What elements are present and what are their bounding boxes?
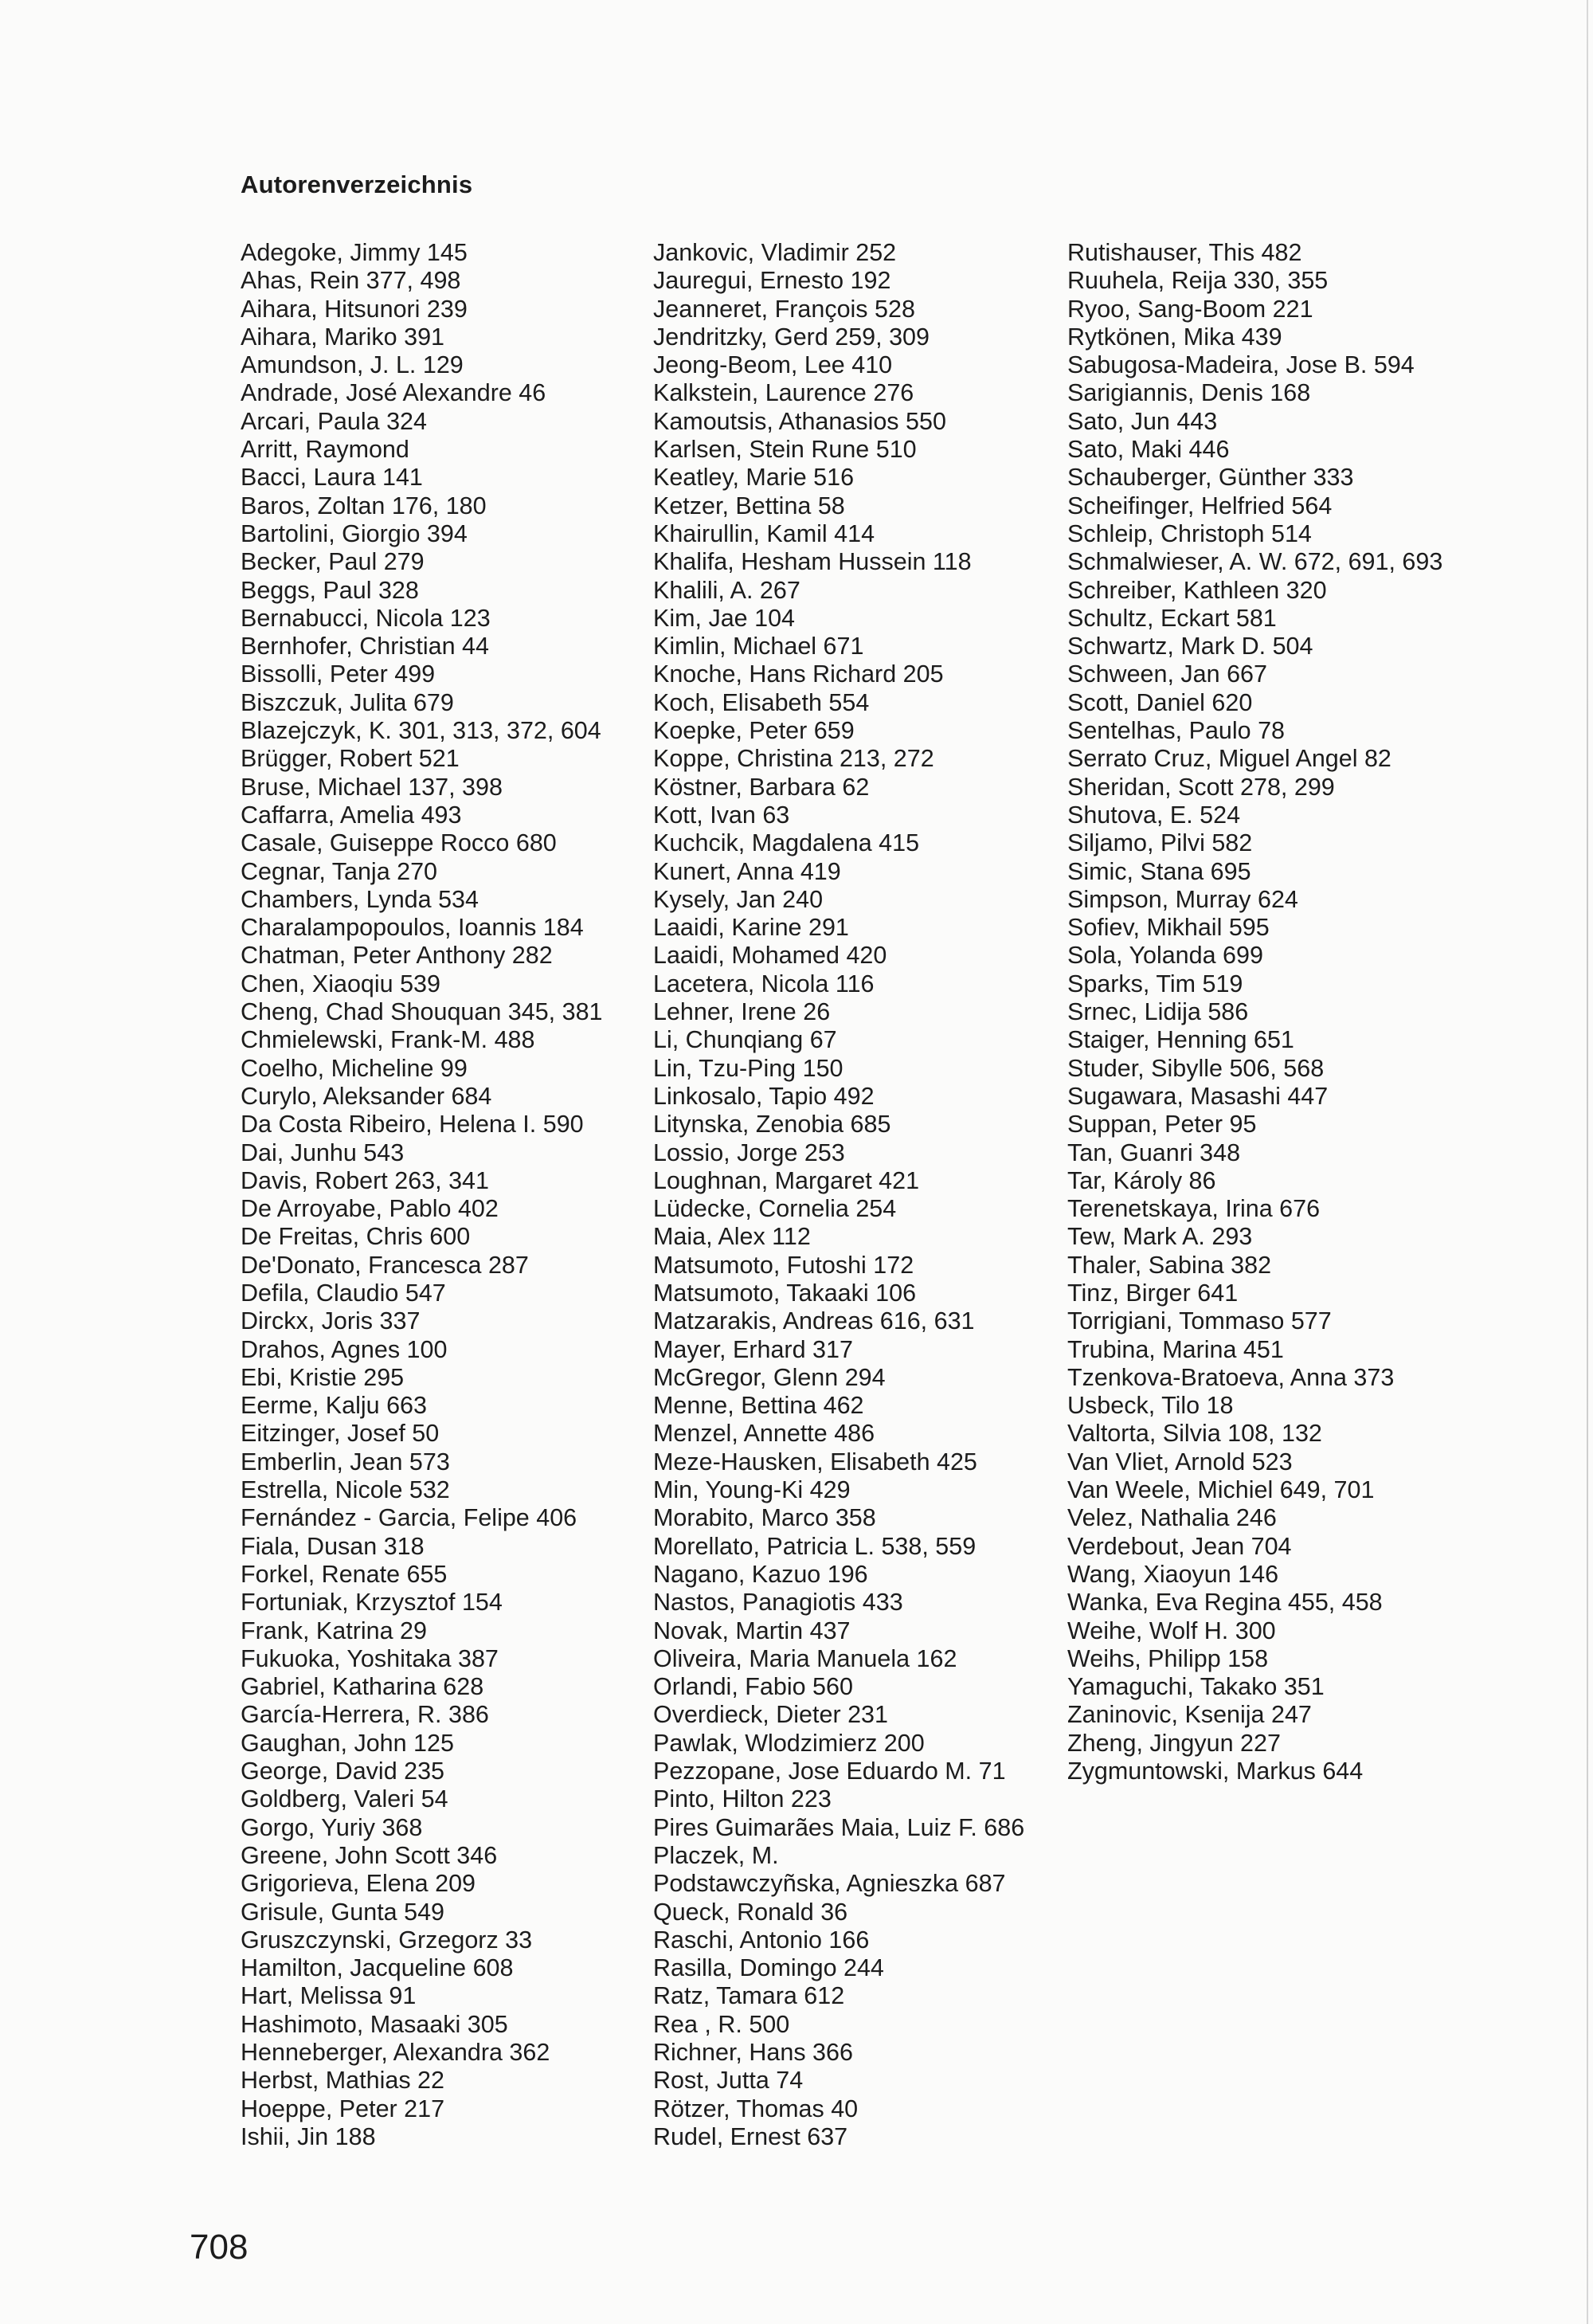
index-entry: Khalili, A. 267 (653, 576, 800, 604)
index-entry: Simic, Stana 695 (1067, 857, 1251, 885)
index-entry: Simpson, Murray 624 (1067, 885, 1298, 913)
index-entry: Blazejczyk, K. 301, 313, 372, 604 (241, 717, 601, 745)
index-entry: Karlsen, Stein Rune 510 (653, 436, 917, 464)
index-entry: Ahas, Rein 377, 498 (241, 267, 461, 295)
index-entry: McGregor, Glenn 294 (653, 1363, 886, 1391)
index-entry: Khalifa, Hesham Hussein 118 (653, 548, 972, 576)
index-entry: Scott, Daniel 620 (1067, 688, 1253, 716)
index-entry: Min, Young-Ki 429 (653, 1476, 851, 1504)
index-entry: Dirckx, Joris 337 (241, 1307, 421, 1335)
index-entry: Chatman, Peter Anthony 282 (241, 942, 553, 970)
index-entry: Kamoutsis, Athanasios 550 (653, 407, 946, 435)
index-entry: Nastos, Panagiotis 433 (653, 1589, 903, 1617)
index-entry: Rea , R. 500 (653, 2010, 790, 2038)
index-entry: Dai, Junhu 543 (241, 1138, 405, 1166)
index-entry: Tew, Mark A. 293 (1067, 1223, 1253, 1251)
index-entry: Gorgo, Yuriy 368 (241, 1813, 423, 1841)
index-entry: De Arroyabe, Pablo 402 (241, 1195, 499, 1223)
index-entry: Bartolini, Giorgio 394 (241, 519, 468, 547)
index-entry: Pinto, Hilton 223 (653, 1785, 832, 1813)
index-entry: Sentelhas, Paulo 78 (1067, 717, 1286, 745)
index-entry: Torrigiani, Tommaso 577 (1067, 1307, 1332, 1335)
index-entry: Mayer, Erhard 317 (653, 1335, 853, 1363)
index-entry: Forkel, Renate 655 (241, 1560, 448, 1588)
index-entry: Sparks, Tim 519 (1067, 970, 1243, 997)
index-entry: Knoche, Hans Richard 205 (653, 660, 944, 688)
index-entry: Adegoke, Jimmy 145 (241, 239, 468, 266)
index-entry: Sarigiannis, Denis 168 (1067, 379, 1311, 407)
index-entry: Baros, Zoltan 176, 180 (241, 492, 487, 519)
author-index-column-2 (653, 239, 1024, 2151)
index-entry: Laaidi, Karine 291 (653, 914, 849, 942)
index-entry: Tan, Guanri 348 (1067, 1138, 1241, 1166)
index-entry: Lüdecke, Cornelia 254 (653, 1195, 897, 1223)
index-entry: Scheifinger, Helfried 564 (1067, 492, 1333, 519)
index-entry: Tar, Károly 86 (1067, 1166, 1216, 1194)
index-entry: Bissolli, Peter 499 (241, 660, 436, 688)
index-entry: Wanka, Eva Regina 455, 458 (1067, 1589, 1383, 1617)
index-entry: Richner, Hans 366 (653, 2039, 853, 2066)
index-entry: Herbst, Mathias 22 (241, 2067, 444, 2095)
index-entry: Matsumoto, Futoshi 172 (653, 1251, 914, 1279)
index-entry: Sugawara, Masashi 447 (1067, 1082, 1329, 1110)
index-entry: Eitzinger, Josef 50 (241, 1420, 440, 1448)
index-entry: Ratz, Tamara 612 (653, 1982, 845, 2010)
index-entry: Grisule, Gunta 549 (241, 1898, 445, 1926)
index-entry: Rudel, Ernest 637 (653, 2122, 848, 2150)
index-entry: De'Donato, Francesca 287 (241, 1251, 529, 1279)
index-entry: Rasilla, Domingo 244 (653, 1954, 884, 1982)
index-entry: Jeong-Beom, Lee 410 (653, 351, 893, 379)
index-entry: Matsumoto, Takaaki 106 (653, 1279, 917, 1307)
index-entry: Kim, Jae 104 (653, 604, 796, 632)
index-entry: Usbeck, Tilo 18 (1067, 1392, 1234, 1420)
index-entry: Van Weele, Michiel 649, 701 (1067, 1476, 1375, 1504)
index-entry: Gaughan, John 125 (241, 1729, 454, 1757)
index-entry: Kysely, Jan 240 (653, 885, 824, 913)
index-entry: Davis, Robert 263, 341 (241, 1166, 489, 1194)
index-entry: Chambers, Lynda 534 (241, 885, 479, 913)
index-entry: Arritt, Raymond (241, 436, 409, 464)
index-entry: Brügger, Robert 521 (241, 745, 460, 773)
index-entry: Beggs, Paul 328 (241, 576, 419, 604)
index-entry: Zygmuntowski, Markus 644 (1067, 1758, 1364, 1785)
index-entry: Schauberger, Günther 333 (1067, 464, 1354, 492)
index-entry: Chmielewski, Frank-M. 488 (241, 1026, 535, 1054)
index-entry: Maia, Alex 112 (653, 1223, 811, 1251)
index-entry: Loughnan, Margaret 421 (653, 1166, 920, 1194)
index-entry: Sato, Maki 446 (1067, 436, 1230, 464)
author-index-column-1 (241, 239, 603, 2151)
index-entry: Matzarakis, Andreas 616, 631 (653, 1307, 975, 1335)
index-entry: Fernández - Garcia, Felipe 406 (241, 1504, 577, 1532)
index-entry: Van Vliet, Arnold 523 (1067, 1448, 1293, 1476)
index-entry: Sabugosa-Madeira, Jose B. 594 (1067, 351, 1415, 379)
index-entry: Jendritzky, Gerd 259, 309 (653, 323, 930, 351)
index-entry: Biszczuk, Julita 679 (241, 688, 454, 716)
index-entry: Caffarra, Amelia 493 (241, 801, 462, 829)
index-entry: Chen, Xiaoqiu 539 (241, 970, 440, 997)
index-entry: Rost, Jutta 74 (653, 2067, 804, 2095)
index-entry: Köstner, Barbara 62 (653, 773, 870, 801)
index-entry: Eerme, Kalju 663 (241, 1392, 427, 1420)
index-entry: Henneberger, Alexandra 362 (241, 2039, 550, 2066)
index-entry: Srnec, Lidija 586 (1067, 998, 1249, 1026)
index-entry: Jankovic, Vladimir 252 (653, 239, 897, 266)
index-entry: Podstawczyñska, Agnieszka 687 (653, 1870, 1006, 1898)
index-entry: Aihara, Hitsunori 239 (241, 295, 468, 323)
index-entry: Hoeppe, Peter 217 (241, 2095, 445, 2122)
index-entry: Cheng, Chad Shouquan 345, 381 (241, 998, 603, 1026)
index-entry: Kuchcik, Magdalena 415 (653, 829, 920, 857)
index-entry: Suppan, Peter 95 (1067, 1111, 1257, 1138)
index-entry: Schmalwieser, A. W. 672, 691, 693 (1067, 548, 1443, 576)
index-entry: Verdebout, Jean 704 (1067, 1532, 1292, 1560)
index-entry: Fiala, Dusan 318 (241, 1532, 425, 1560)
index-entry: Tinz, Birger 641 (1067, 1279, 1239, 1307)
index-entry: Zaninovic, Ksenija 247 (1067, 1701, 1312, 1729)
index-entry: Weihs, Philipp 158 (1067, 1644, 1269, 1672)
index-entry: Siljamo, Pilvi 582 (1067, 829, 1253, 857)
index-entry: Terenetskaya, Irina 676 (1067, 1195, 1321, 1223)
index-entry: Koepke, Peter 659 (653, 717, 855, 745)
index-entry: Lossio, Jorge 253 (653, 1138, 845, 1166)
index-entry: Greene, John Scott 346 (241, 1841, 498, 1869)
index-entry: Pires Guimarães Maia, Luiz F. 686 (653, 1813, 1025, 1841)
index-entry: Staiger, Henning 651 (1067, 1026, 1294, 1054)
index-entry: Rötzer, Thomas 40 (653, 2095, 859, 2122)
index-entry: Sola, Yolanda 699 (1067, 942, 1263, 970)
index-entry: García-Herrera, R. 386 (241, 1701, 489, 1729)
index-entry: Coelho, Micheline 99 (241, 1054, 468, 1082)
index-entry: Jauregui, Ernesto 192 (653, 267, 891, 295)
index-entry: Schwartz, Mark D. 504 (1067, 633, 1313, 660)
index-entry: Lin, Tzu-Ping 150 (653, 1054, 843, 1082)
index-entry: Gruszczynski, Grzegorz 33 (241, 1926, 533, 1954)
index-entry: Kimlin, Michael 671 (653, 633, 864, 660)
index-entry: Hamilton, Jacqueline 608 (241, 1954, 514, 1982)
index-entry: Morabito, Marco 358 (653, 1504, 876, 1532)
index-entry: Overdieck, Dieter 231 (653, 1701, 888, 1729)
index-entry: Gabriel, Katharina 628 (241, 1673, 484, 1701)
index-entry: Frank, Katrina 29 (241, 1617, 427, 1644)
index-entry: Placzek, M. (653, 1841, 779, 1869)
index-entry: Lehner, Irene 26 (653, 998, 831, 1026)
index-entry: Tzenkova-Bratoeva, Anna 373 (1067, 1363, 1395, 1391)
index-entry: Ruuhela, Reija 330, 355 (1067, 267, 1329, 295)
index-entry: Ketzer, Bettina 58 (653, 492, 845, 519)
index-entry: Becker, Paul 279 (241, 548, 425, 576)
index-entry: Thaler, Sabina 382 (1067, 1251, 1272, 1279)
index-entry: Fukuoka, Yoshitaka 387 (241, 1644, 499, 1672)
index-entry: Kunert, Anna 419 (653, 857, 841, 885)
index-entry: Ebi, Kristie 295 (241, 1363, 405, 1391)
index-entry: Studer, Sibylle 506, 568 (1067, 1054, 1325, 1082)
index-entry: Rutishauser, This 482 (1067, 239, 1302, 266)
index-entry: Pawlak, Wlodzimierz 200 (653, 1729, 925, 1757)
index-entry: Fortuniak, Krzysztof 154 (241, 1589, 503, 1617)
page-number: 708 (190, 2228, 249, 2267)
index-entry: Bernhofer, Christian 44 (241, 633, 489, 660)
index-entry: Oliveira, Maria Manuela 162 (653, 1644, 957, 1672)
index-entry: Lacetera, Nicola 116 (653, 970, 875, 997)
index-entry: Shutova, E. 524 (1067, 801, 1241, 829)
scan-edge-shadow (1587, 0, 1588, 2324)
index-entry: Keatley, Marie 516 (653, 464, 855, 492)
index-entry: Bacci, Laura 141 (241, 464, 423, 492)
index-entry: Sofiev, Mikhail 595 (1067, 914, 1270, 942)
index-entry: Morellato, Patricia L. 538, 559 (653, 1532, 977, 1560)
author-index-column-3 (1067, 239, 1442, 1785)
index-entry: Meze-Hausken, Elisabeth 425 (653, 1448, 977, 1476)
index-entry: Yamaguchi, Takako 351 (1067, 1673, 1325, 1701)
index-entry: Jeanneret, François 528 (653, 295, 915, 323)
index-entry: Rytkönen, Mika 439 (1067, 323, 1282, 351)
index-entry: Da Costa Ribeiro, Helena I. 590 (241, 1111, 584, 1138)
index-entry: Hart, Melissa 91 (241, 1982, 417, 2010)
index-entry: Schultz, Eckart 581 (1067, 604, 1277, 632)
index-entry: Bernabucci, Nicola 123 (241, 604, 491, 632)
index-entry: Khairullin, Kamil 414 (653, 519, 875, 547)
index-entry: Weihe, Wolf H. 300 (1067, 1617, 1276, 1644)
index-entry: Hashimoto, Masaaki 305 (241, 2010, 508, 2038)
index-entry: Zheng, Jingyun 227 (1067, 1729, 1281, 1757)
index-entry: Koch, Elisabeth 554 (653, 688, 870, 716)
index-entry: Litynska, Zenobia 685 (653, 1111, 891, 1138)
index-entry: Bruse, Michael 137, 398 (241, 773, 503, 801)
index-entry: Cegnar, Tanja 270 (241, 857, 438, 885)
index-entry: Menzel, Annette 486 (653, 1420, 875, 1448)
index-entry: Queck, Ronald 36 (653, 1898, 848, 1926)
index-entry: Li, Chunqiang 67 (653, 1026, 837, 1054)
index-entry: Menne, Bettina 462 (653, 1392, 864, 1420)
index-entry: Valtorta, Silvia 108, 132 (1067, 1420, 1322, 1448)
index-entry: Charalampopoulos, Ioannis 184 (241, 914, 584, 942)
index-entry: Schreiber, Kathleen 320 (1067, 576, 1327, 604)
index-entry: Goldberg, Valeri 54 (241, 1785, 448, 1813)
index-entry: Aihara, Mariko 391 (241, 323, 444, 351)
index-entry: Laaidi, Mohamed 420 (653, 942, 887, 970)
index-entry: Ishii, Jin 188 (241, 2122, 376, 2150)
index-entry: Defila, Claudio 547 (241, 1279, 446, 1307)
index-entry: Sato, Jun 443 (1067, 407, 1218, 435)
index-entry: Trubina, Marina 451 (1067, 1335, 1284, 1363)
index-entry: Andrade, José Alexandre 46 (241, 379, 546, 407)
index-entry: Wang, Xiaoyun 146 (1067, 1560, 1279, 1588)
index-entry: Arcari, Paula 324 (241, 407, 427, 435)
index-entry: Serrato Cruz, Miguel Angel 82 (1067, 745, 1391, 773)
index-entry: Orlandi, Fabio 560 (653, 1673, 853, 1701)
index-entry: Curylo, Aleksander 684 (241, 1082, 492, 1110)
index-entry: Amundson, J. L. 129 (241, 351, 464, 379)
index-entry: Grigorieva, Elena 209 (241, 1870, 476, 1898)
index-entry: Kalkstein, Laurence 276 (653, 379, 914, 407)
index-entry: De Freitas, Chris 600 (241, 1223, 471, 1251)
index-entry: Sheridan, Scott 278, 299 (1067, 773, 1335, 801)
index-entry: Koppe, Christina 213, 272 (653, 745, 934, 773)
index-entry: Nagano, Kazuo 196 (653, 1560, 868, 1588)
index-entry: Pezzopane, Jose Eduardo M. 71 (653, 1758, 1006, 1785)
page-title: Autorenverzeichnis (241, 170, 473, 198)
index-entry: Schleip, Christoph 514 (1067, 519, 1312, 547)
index-entry: Drahos, Agnes 100 (241, 1335, 448, 1363)
index-entry: Raschi, Antonio 166 (653, 1926, 870, 1954)
index-entry: Casale, Guiseppe Rocco 680 (241, 829, 557, 857)
index-entry: Linkosalo, Tapio 492 (653, 1082, 875, 1110)
index-entry: Kott, Ivan 63 (653, 801, 790, 829)
index-entry: Novak, Martin 437 (653, 1617, 851, 1644)
index-entry: George, David 235 (241, 1758, 445, 1785)
index-entry: Schween, Jan 667 (1067, 660, 1267, 688)
index-entry: Estrella, Nicole 532 (241, 1476, 450, 1504)
index-entry: Velez, Nathalia 246 (1067, 1504, 1277, 1532)
index-entry: Ryoo, Sang-Boom 221 (1067, 295, 1313, 323)
index-entry: Emberlin, Jean 573 (241, 1448, 450, 1476)
